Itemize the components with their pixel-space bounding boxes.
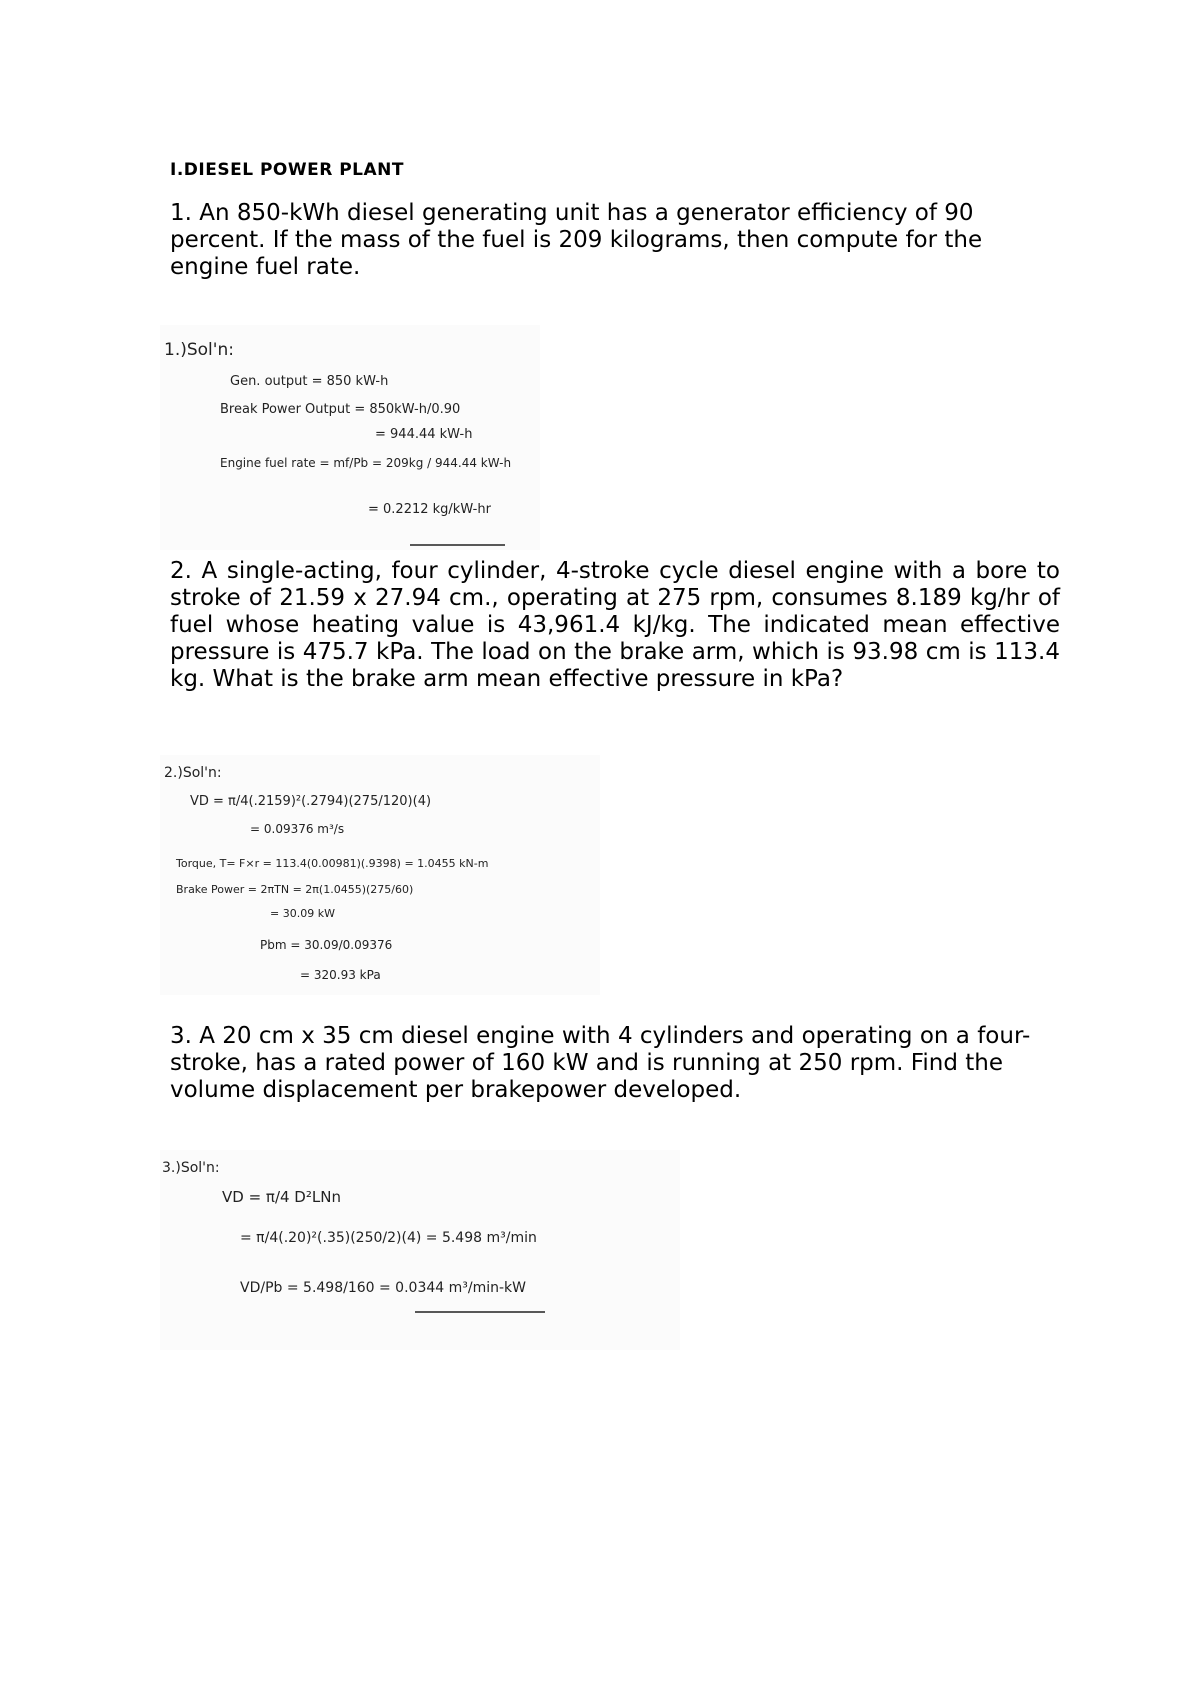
problem-2-text: 2. A single-acting, four cylinder, 4-stroke cycle diesel engine with a bore to stroke of 21.59 x 27.94 cm., operating at 275 rpm, consumes 8.189 kg/hr of fuel whose heating value is 43,961.4 kJ/kg. The indicated mean effective pressure is 475.7 kPa. The load on the brake arm, which is 93.98 cm is 113.4 kg. What is the brake arm mean effective pressure in kPa? [170, 558, 1060, 692]
solution-3-handwritten [160, 1150, 680, 1350]
solution-1-handwritten [160, 325, 540, 550]
solution-2-line-1: VD = π/4(.2159)²(.2794)(275/120)(4) [190, 794, 432, 809]
solution-2-line-2: = 0.09376 m³/s [250, 822, 345, 836]
solution-2-line-5: = 30.09 kW [270, 907, 335, 920]
solution-2-handwritten [160, 755, 600, 995]
solution-2-label: 2.)Sol'n: [164, 765, 222, 781]
solution-3-line-2: = π/4(.20)²(.35)(250/2)(4) = 5.498 m³/min [240, 1230, 537, 1246]
solution-2-line-3: Torque, T= F×r = 113.4(0.00981)(.9398) = 1.0455 kN-m [176, 857, 489, 870]
solution-2-line-7: = 320.93 kPa [300, 968, 381, 982]
problem-3-text: 3. A 20 cm x 35 cm diesel engine with 4 cylinders and operating on a four-stroke, has a rated power of 160 kW and is running at 250 rpm. Find the volume displacement per brakepower developed. [170, 1023, 1031, 1103]
section-title: I.DIESEL POWER PLANT [170, 160, 404, 180]
solution-3-line-3: VD/Pb = 5.498/160 = 0.0344 m³/min-kW [240, 1280, 526, 1296]
solution-1-label: 1.)Sol'n: [164, 340, 234, 360]
solution-3-line-1: VD = π/4 D²LNn [222, 1188, 341, 1206]
solution-1-line-4: Engine fuel rate = mf/Pb = 209kg / 944.44 kW-h [220, 456, 512, 470]
solution-2-line-4: Brake Power = 2πTN = 2π(1.0455)(275/60) [176, 883, 414, 896]
solution-1-line-3: = 944.44 kW-h [375, 427, 473, 442]
solution-3-label: 3.)Sol'n: [162, 1160, 220, 1176]
solution-2-line-6: Pbm = 30.09/0.09376 [260, 938, 393, 952]
solution-1-line-1: Gen. output = 850 kW-h [230, 374, 389, 389]
problem-1-text: 1. An 850-kWh diesel generating unit has a generator efficiency of 90 percent. If the mass of the fuel is 209 kilograms, then compute for the engine fuel rate. [170, 200, 983, 280]
solution-1-line-5: = 0.2212 kg/kW-hr [368, 502, 491, 517]
solution-1-line-2: Break Power Output = 850kW-h/0.90 [220, 402, 461, 417]
